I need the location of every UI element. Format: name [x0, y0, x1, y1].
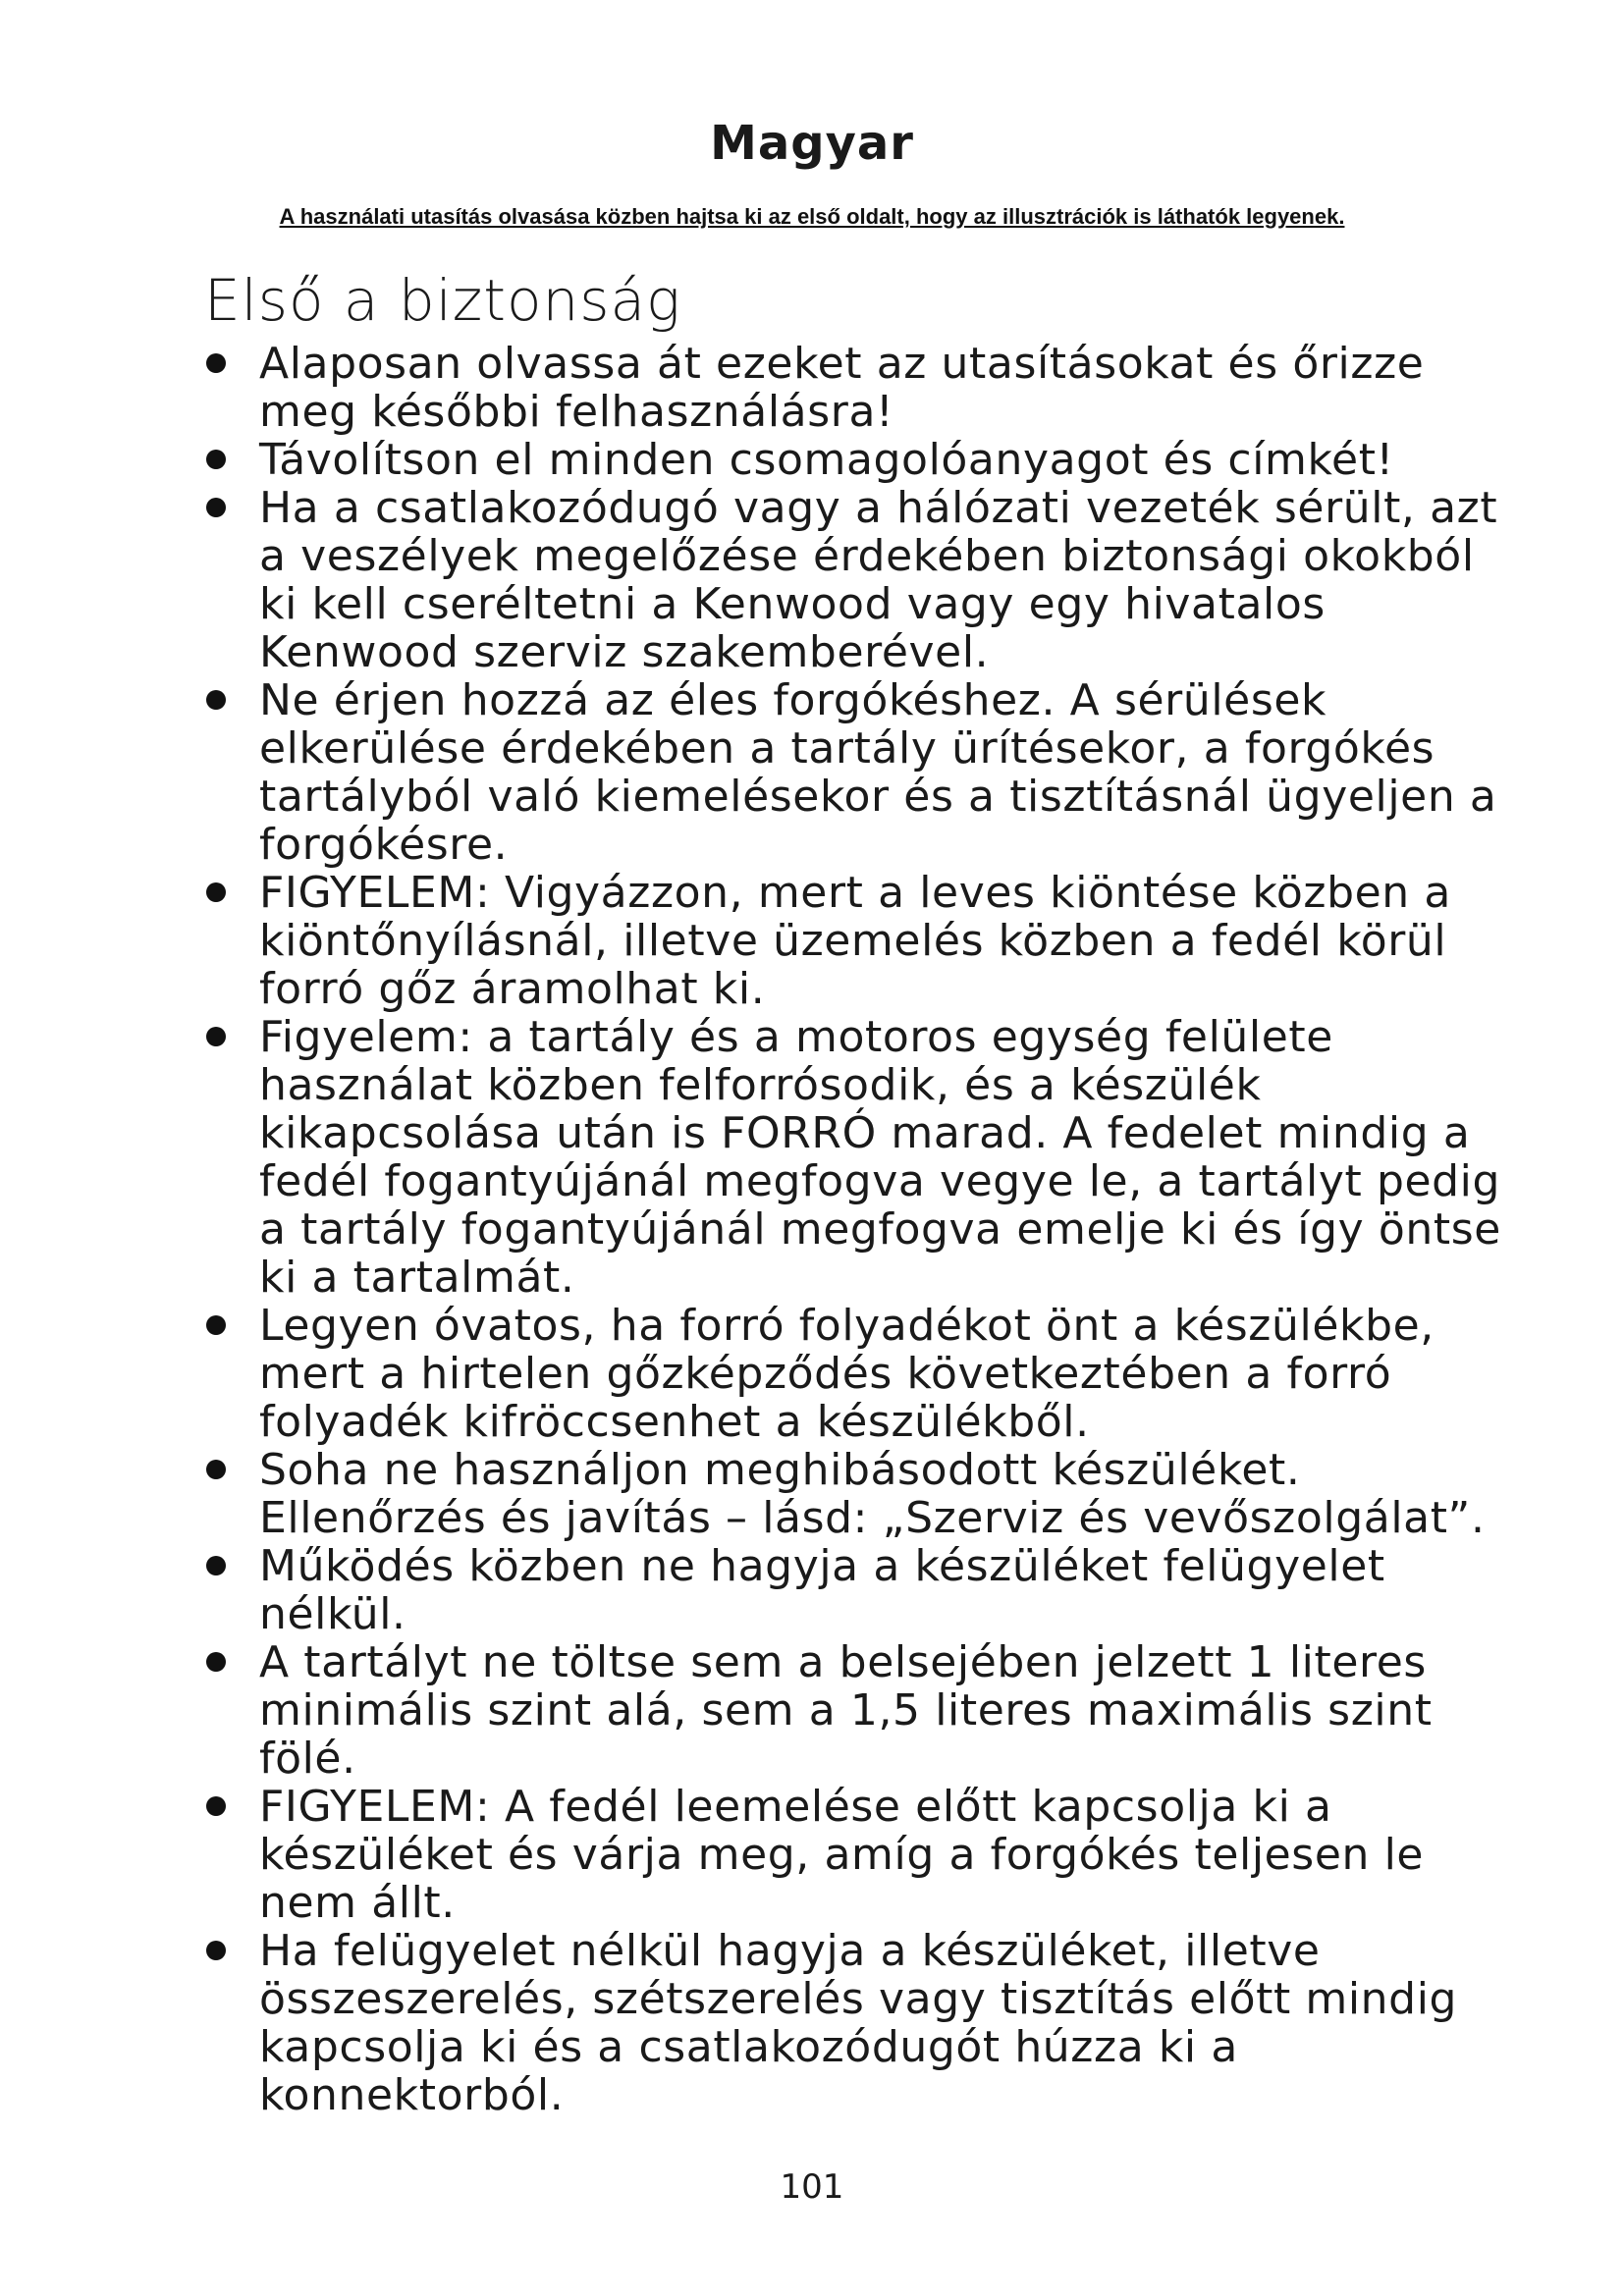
list-item — [204, 1783, 1520, 1927]
list-item — [204, 1542, 1520, 1638]
list-item-text: Ha felügyelet nélkül hagyja a készüléket, illetve összeszerelés, szétszerelés vagy tisztítás előtt mindig kapcsolja ki és a csatlakozódugót húzza ki a konnektorból. — [259, 1926, 1458, 2120]
language-title: Magyar — [710, 116, 914, 171]
instruction-note: A használati utasítás olvasása közben hajtsa ki az első oldalt, hogy az illusztrációk is láthatók legyenek. — [279, 204, 1345, 229]
bullet-icon — [206, 1027, 226, 1046]
list-item — [204, 1638, 1520, 1783]
list-item-text: Ha a csatlakozódugó vagy a hálózati vezeték sérült, azt a veszélyek megelőzése érdekében biztonsági okokból ki kell cseréltetni a Kenwood vagy egy hivatalos Kenwood szerviz szakemberével. — [259, 483, 1498, 677]
list-item-text: Figyelem: a tartály és a motoros egység felülete használat közben felforrósodik, és a készülék kikapcsolása után is FORRÓ marad. A fedelet mindig a fedél fogantyújánál megfogva vegye le, a tartályt pedig a tartály fogantyújánál megfogva emelje ki és így öntse ki a tartalmát. — [259, 1012, 1501, 1303]
list-item-text: FIGYELEM: A fedél leemelése előtt kapcsolja ki a készüléket és várja meg, amíg a forgókés teljesen le nem állt. — [259, 1782, 1425, 1928]
list-item — [204, 340, 1520, 436]
list-item — [204, 1013, 1520, 1302]
list-item — [204, 1927, 1520, 2119]
section-title: Első a biztonság — [204, 267, 681, 334]
bullet-icon — [206, 1941, 226, 1960]
list-item — [204, 436, 1520, 484]
bullet-icon — [206, 1796, 226, 1816]
bullet-icon — [206, 1460, 226, 1479]
list-item — [204, 484, 1520, 676]
list-item — [204, 1446, 1520, 1542]
bullet-icon — [206, 882, 226, 902]
bullet-icon — [206, 1556, 226, 1575]
page-number: 101 — [780, 2167, 844, 2207]
bullet-icon — [206, 1652, 226, 1672]
list-item — [204, 869, 1520, 1013]
list-item-text: Működés közben ne hagyja a készüléket felügyelet nélkül. — [259, 1541, 1385, 1639]
list-item-text: Ne érjen hozzá az éles forgókéshez. A sérülések elkerülése érdekében a tartály ürítésekor, a forgókés tartályból való kiemelésekor és a tisztításnál ügyeljen a forgókésre. — [259, 675, 1497, 870]
list-item-text: Távolítson el minden csomagolóanyagot és címkét! — [259, 435, 1394, 485]
list-item-text: A tartályt ne töltse sem a belsejében jelzett 1 literes minimális szint alá, sem a 1,5 literes maximális szint fölé. — [259, 1637, 1433, 1784]
list-item — [204, 676, 1520, 869]
list-item-text: Alaposan olvassa át ezeket az utasításokat és őrizze meg későbbi felhasználásra! — [259, 339, 1425, 437]
bullet-icon — [206, 450, 226, 469]
list-item — [204, 1302, 1520, 1446]
list-item-text: FIGYELEM: Vigyázzon, mert a leves kiöntése közben a kiöntőnyílásnál, illetve üzemelés közben a fedél körül forró gőz áramolhat ki. — [259, 868, 1451, 1014]
bullet-icon — [206, 498, 226, 517]
bullet-icon — [206, 1315, 226, 1335]
bullet-icon — [206, 690, 226, 710]
bullet-icon — [206, 353, 226, 373]
list-item-text: Soha ne használjon meghibásodott készüléket. Ellenőrzés és javítás – lásd: „Szerviz és vevőszolgálat”. — [259, 1445, 1486, 1543]
safety-list — [204, 340, 1520, 2119]
list-item-text: Legyen óvatos, ha forró folyadékot önt a készülékbe, mert a hirtelen gőzképződés következtében a forró folyadék kifröccsenhet a készülékből. — [259, 1301, 1435, 1447]
